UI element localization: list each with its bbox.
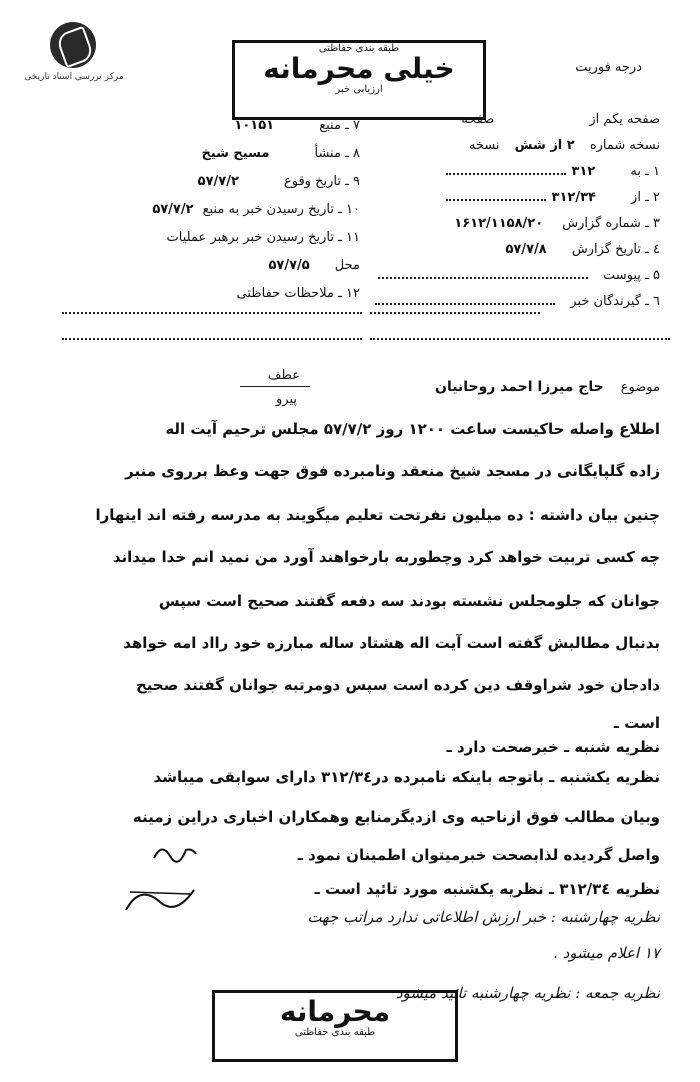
urgency-label: درجه فوریت xyxy=(575,60,642,75)
footer-stamp-sub: طبقه بندی حفاظتی xyxy=(294,1027,376,1038)
field-event-date: ۹ ـ تاریخ وقوع ۵۷/۷/۲ xyxy=(197,174,360,189)
initial-signature-icon xyxy=(150,838,200,866)
left-fields xyxy=(40,114,360,310)
field-location: محل ۵۷/۷/۵ xyxy=(268,258,360,273)
body-line-7: دادجان خود شراوقف دین کرده است سپس دومرتبه جوانان گفتند صحیح xyxy=(135,676,660,694)
stamp-top-text: طبقه بندی حفاظتی xyxy=(318,43,400,54)
field-origin: ۸ ـ منشأ مسیح شیخ xyxy=(201,146,360,161)
assessment-sunday-1: نظریه یکشنبه ـ باتوجه باینکه نامبرده در۳۱۲/۳٤ دارای سوابقی میباشد xyxy=(153,768,660,786)
field-ops-received: ۱۱ ـ تاریخ رسیدن خبر برهبر عملیات xyxy=(166,230,360,245)
reference-atf: عطف xyxy=(268,368,300,383)
body-line-1: اطلاع واصله حاکیست ساعت ۱۲۰۰ روز ۵۷/۷/۲ مجلس ترحیم آیت اله xyxy=(165,420,660,438)
unit-signature-icon xyxy=(120,880,200,920)
body-line-3: چنین بیان داشته : ده میلیون نفرتحت تعلیم میگویند به مدرسه رفته اند اینهارا xyxy=(95,506,660,524)
field-security-notes: ۱۲ ـ ملاحظات حفاظتی xyxy=(236,286,360,301)
notes-line-2 xyxy=(62,338,362,340)
recipients-line-2 xyxy=(370,312,540,314)
field-from: ۲ ـ از ۳۱۲/۳۴ xyxy=(320,186,660,212)
field-report-number: ۳ ـ شماره گزارش ۱۶۱۲/۱۱۵۸/۲۰ xyxy=(454,216,660,231)
stamp-main-text: خیلی محرمانه xyxy=(263,52,455,85)
footer-classification-stamp xyxy=(212,990,458,1062)
field-report-date: ٤ ـ تاریخ گزارش ۵۷/۷/۸ xyxy=(505,242,660,257)
handwritten-wednesday: نظریه چهارشنبه : خبر ارزش اطلاعاتی ندارد مراتب جهت xyxy=(307,908,660,926)
assessment-sunday-2: وبیان مطالب فوق ازناحیه وی ازدیگرمنابع وهمکاران اخباری دراین زمینه xyxy=(132,808,660,826)
body-line-6: بدنبال مطالبش گفته است آیت اله هشتاد ساله مبارزه خود رااد امه خواهد xyxy=(123,634,660,652)
assessment-sunday-3: واصل گردیده لذابصحت خبرمیتوان اطمینان نمود ـ xyxy=(297,846,660,864)
archive-logo-text: مرکز بررسی اسناد تاریخی xyxy=(24,72,124,82)
field-page: صفحه یکم از صفحه xyxy=(461,112,660,127)
body-line-2: زاده گلپایگانی در مسجد شیخ منعقد ونامبرده فوق جهت وعظ برروی منبر xyxy=(125,462,660,480)
field-attachment: ۵ ـ پیوست xyxy=(320,264,660,290)
assessment-unit: نظریه ۳۱۲/۳٤ ـ نظریه یکشنبه مورد تائید است ـ xyxy=(314,880,660,898)
footer-stamp-main: محرمانه xyxy=(279,995,391,1028)
body-line-4: چه کسی تربیت خواهد کرد وچطوربه بارخواهند آورد من نمید انم خدا میداند xyxy=(112,548,660,566)
recipients-line-3 xyxy=(370,338,670,340)
field-source-received: ۱۰ ـ تاریخ رسیدن خبر به منبع ۵۷/۷/۲ xyxy=(152,202,360,217)
field-copy: نسخه شماره ۲ از شش نسخه xyxy=(468,138,660,153)
body-line-5: جوانان که جلومجلس نشسته بودند سه دفعه گفتند صحیح است سپس xyxy=(158,592,660,610)
handwritten-friday: نظریه جمعه : نظریه چهارشنبه تائید میشود xyxy=(395,984,660,1002)
subject-row xyxy=(320,376,660,395)
body-line-8: است ـ xyxy=(613,714,660,732)
subject-value: حاج میرزا احمد روحانیان xyxy=(435,379,604,395)
subject-label: موضوع xyxy=(620,380,660,395)
field-recipients: ٦ ـ گیرندگان خبر xyxy=(320,290,660,316)
reference-peyro: پیرو xyxy=(276,392,297,407)
right-fields xyxy=(320,108,660,316)
field-to: ۱ ـ به ۳۱۲ xyxy=(320,160,660,186)
reference-divider xyxy=(240,386,310,387)
stamp-sub-text: ارزیابی خبر xyxy=(335,84,383,95)
assessment-saturday: نظریه شنبه ـ خبرصحت دارد ـ xyxy=(446,738,660,756)
field-source: ۷ ـ منبع ۱۰۱۵۱ xyxy=(234,118,360,133)
handwritten-announce: ۱۷ اعلام میشود . xyxy=(553,944,660,962)
notes-line-1 xyxy=(62,312,362,314)
